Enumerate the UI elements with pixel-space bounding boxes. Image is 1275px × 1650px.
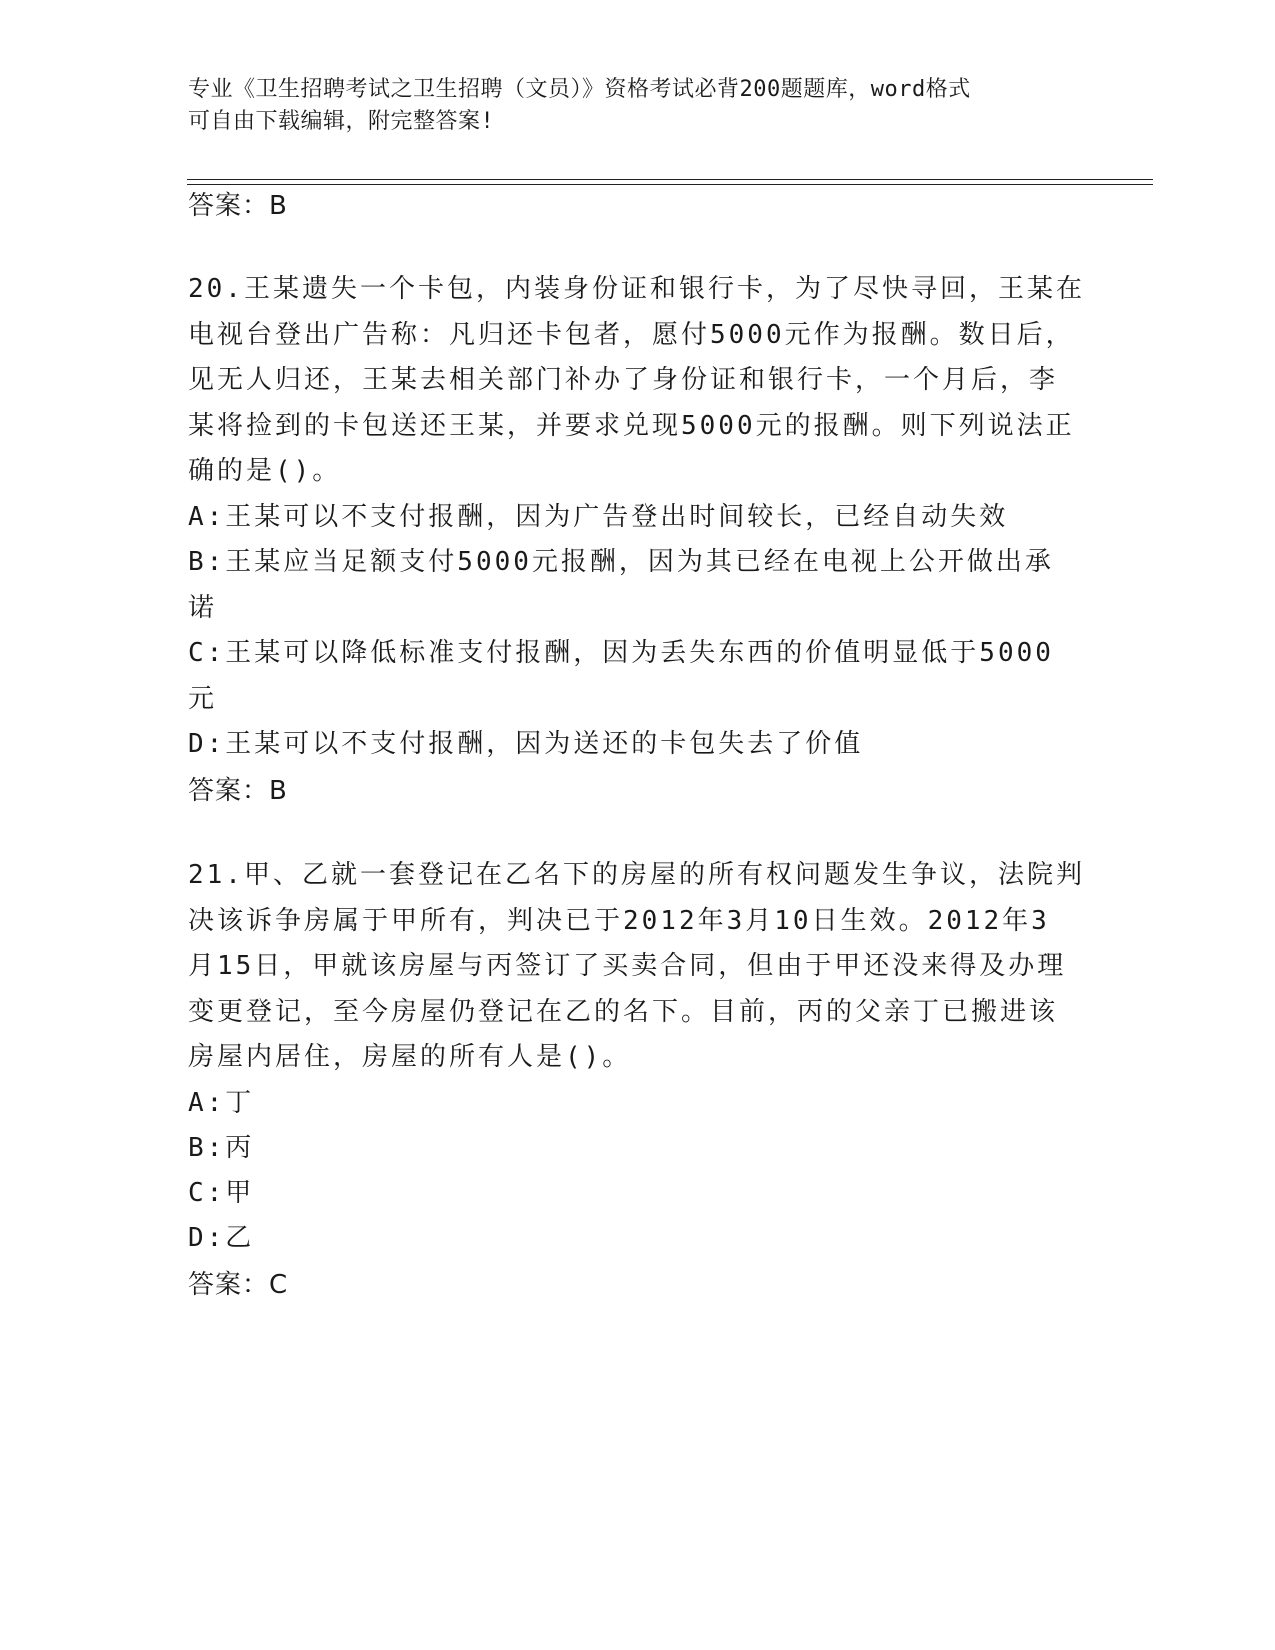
- option-d-text: D:乙: [188, 1223, 255, 1253]
- option-c-text: C:王某可以降低标准支付报酬，因为丢失东西的价值明显低于5000: [188, 638, 1054, 668]
- question-21-line: 月15日，甲就该房屋与丙签订了买卖合同，但由于甲还没来得及办理: [188, 951, 1067, 981]
- option-b-text: B:丙: [188, 1133, 255, 1163]
- question-21-answer: 答案：C: [188, 1270, 289, 1300]
- option-a-text: A:王某可以不支付报酬，因为广告登出时间较长，已经自动失效: [188, 502, 1009, 532]
- question-20-line: 某将捡到的卡包送还王某，并要求兑现5000元的报酬。则下列说法正: [188, 410, 1075, 441]
- question-21-option-d: [188, 1216, 1073, 1262]
- option-a-text: A:丁: [188, 1088, 255, 1118]
- option-b-text-cont: 诺: [188, 592, 218, 623]
- question-21-option-a: [188, 1081, 1073, 1127]
- option-b-text: B:王某应当足额支付5000元报酬，因为其已经在电视上公开做出承: [188, 547, 1054, 577]
- question-20: [188, 267, 1085, 495]
- question-20-line: 电视台登出广告称：凡归还卡包者，愿付5000元作为报酬。数日后，: [188, 319, 1075, 350]
- question-21: [188, 853, 1085, 1081]
- question-21-line: 决该诉争房属于甲所有，判决已于2012年3月10日生效。2012年3: [188, 905, 1050, 936]
- option-d-text: D:王某可以不支付报酬，因为送还的卡包失去了价值: [188, 729, 864, 759]
- prev-answer: 答案：B: [188, 191, 288, 221]
- question-21-line: 变更登记，至今房屋仍登记在乙的名下。目前，丙的父亲丁已搬进该: [188, 996, 1059, 1027]
- question-21-line: 房屋内居住，房屋的所有人是()。: [188, 1042, 632, 1072]
- question-20-line: 确的是()。: [188, 456, 342, 486]
- header-divider-top: [187, 179, 1153, 180]
- question-21-option-b: [188, 1126, 1073, 1172]
- question-20-option-b: [188, 540, 1073, 631]
- header-line-2: 可自由下载编辑，附完整答案!: [188, 109, 495, 134]
- question-20-line: 20.王某遗失一个卡包，内装身份证和银行卡，为了尽快寻回，王某在: [188, 274, 1085, 304]
- question-21-option-c: [188, 1171, 1073, 1217]
- document-header: [188, 74, 1088, 138]
- question-20-line: 见无人归还，王某去相关部门补办了身份证和银行卡，一个月后，李: [188, 365, 1059, 395]
- option-c-text-cont: 元: [188, 683, 218, 714]
- question-20-option-c: [188, 631, 1073, 722]
- question-20-option-d: [188, 722, 1073, 768]
- question-20-answer: 答案：B: [188, 776, 288, 806]
- question-20-option-a: [188, 495, 1073, 541]
- option-c-text: C:甲: [188, 1178, 255, 1208]
- header-divider-bottom: [187, 184, 1153, 185]
- header-line-1: 专业《卫生招聘考试之卫生招聘（文员）》资格考试必背200题题库，word格式: [188, 77, 971, 102]
- question-21-line: 21.甲、乙就一套登记在乙名下的房屋的所有权问题发生争议，法院判: [188, 860, 1085, 890]
